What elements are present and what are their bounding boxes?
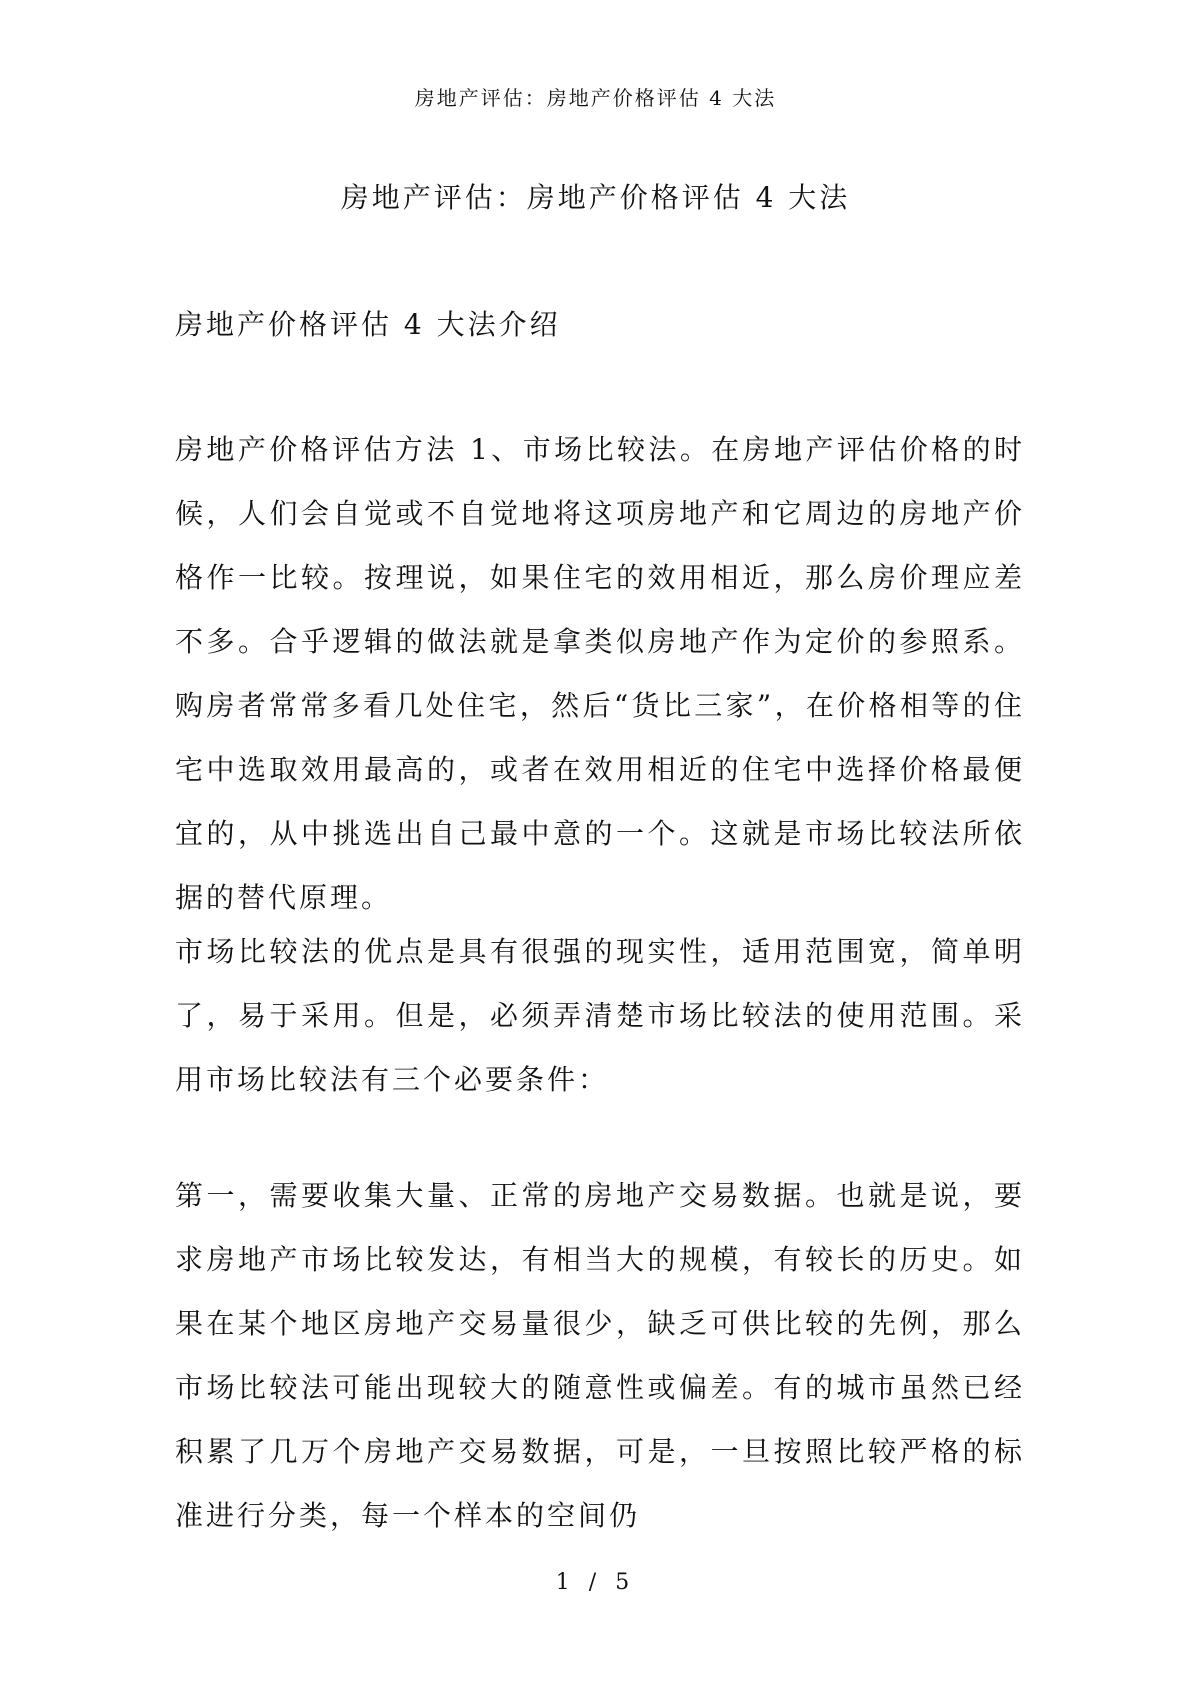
paragraph-advantages: 市场比较法的优点是具有很强的现实性，适用范围宽，简单明了，易于采用。但是，必须弄清楚市场比较法的使用范围。采用市场比较法有三个必要条件： <box>175 935 1025 1096</box>
paragraph-market-comparison: 房地产价格评估方法 1、市场比较法。在房地产评估价格的时候，人们会自觉或不自觉地将这项房地产和它周边的房地产价格作一比较。按理说，如果住宅的效用相近，那么房价理应差不多。合乎逻辑的做法就是拿类似房地产作为定价的参照系。购房者常常多看几处住宅，然后“货比三家”，在价格相等的住宅中选取效用最高的，或者在效用相近的住宅中选择价格最便宜的，从中挑选出自己最中意的一个。这就是市场比较法所依据的替代原理。 <box>175 433 1025 914</box>
document-title: 房地产评估：房地产价格评估 4 大法 <box>340 181 851 214</box>
page-header: 房地产评估：房地产价格评估 4 大法 <box>414 86 777 110</box>
page-number: 1 / 5 <box>555 1570 636 1595</box>
section-heading: 房地产价格评估 4 大法介绍 <box>175 308 561 341</box>
paragraph-condition-one: 第一，需要收集大量、正常的房地产交易数据。也就是说，要求房地产市场比较发达，有相当大的规模，有较长的历史。如果在某个地区房地产交易量很少，缺乏可供比较的先例，那么市场比较法可能出现较大的随意性或偏差。有的城市虽然已经积累了几万个房地产交易数据，可是，一旦按照比较严格的标准进行分类，每一个样本的空间仍 <box>175 1179 1025 1532</box>
